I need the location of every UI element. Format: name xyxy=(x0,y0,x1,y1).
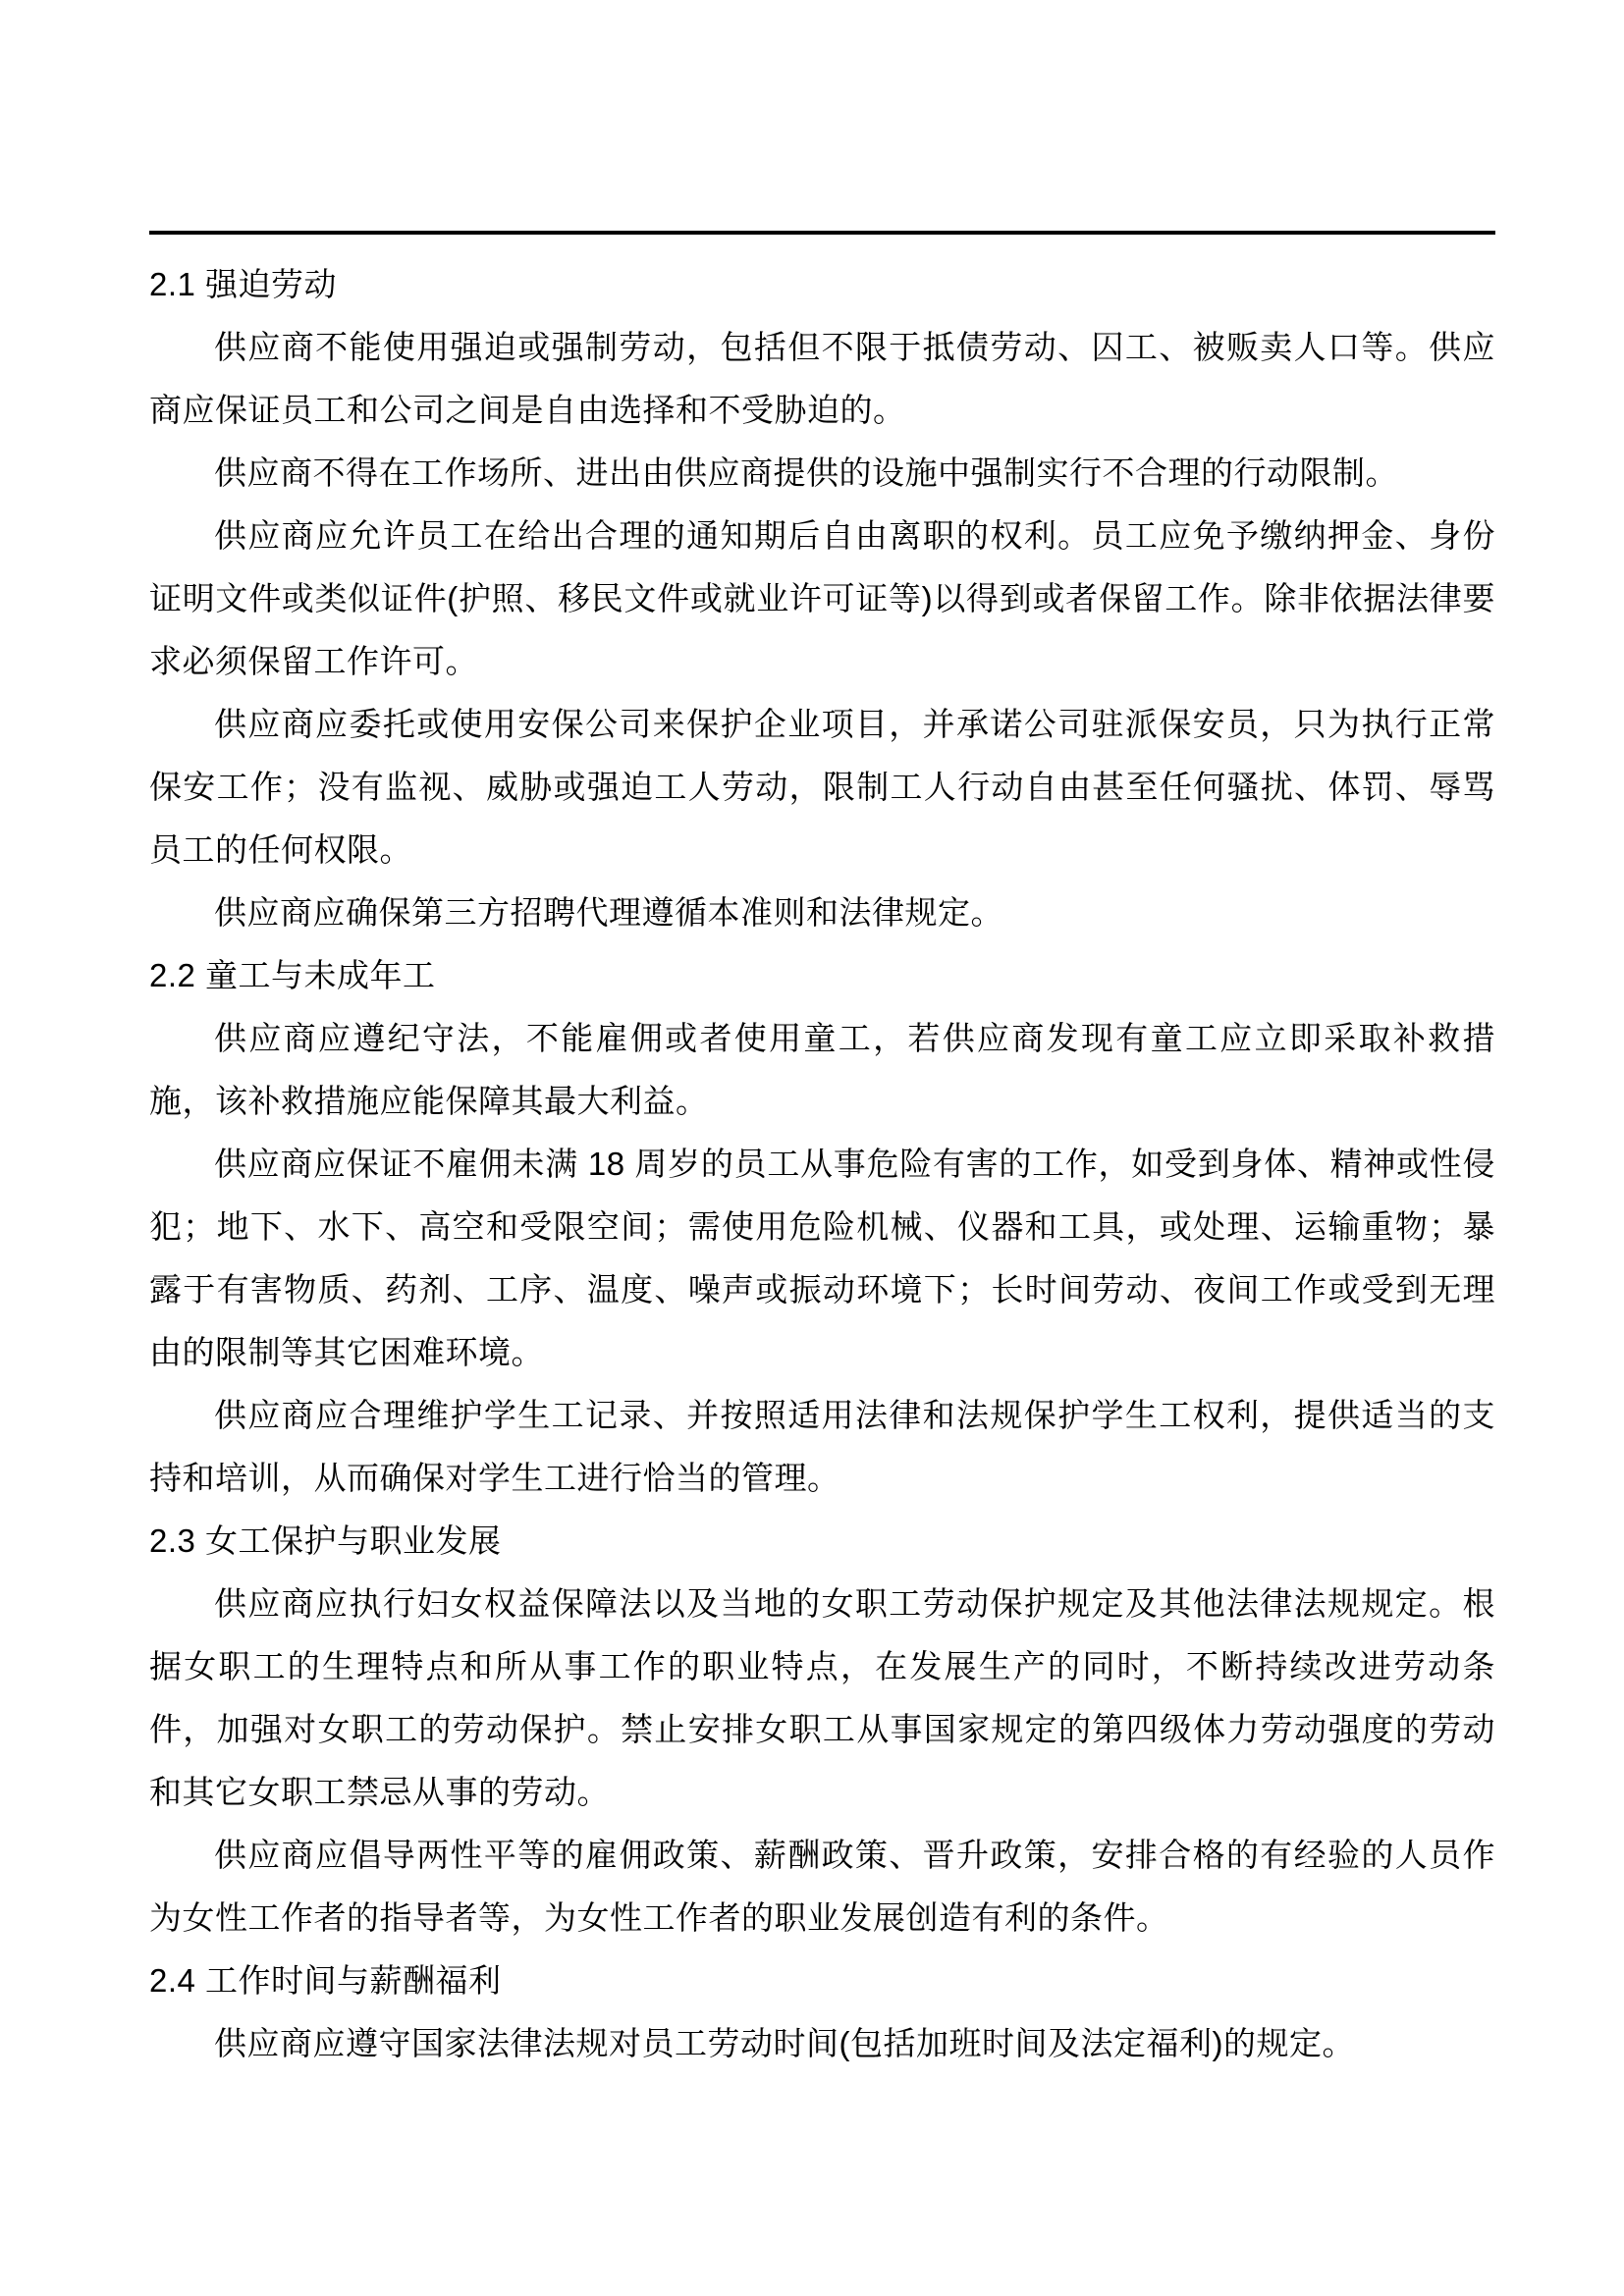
section-heading-2-1: 2.1 强迫劳动 xyxy=(149,266,338,302)
paragraph: 供应商应遵纪守法，不能雇佣或者使用童工，若供应商发现有童工应立即采取补救措施，该补救措施应能保障其最大利益。 xyxy=(149,1020,1495,1119)
paragraph: 供应商应保证不雇佣未满 18 周岁的员工从事危险有害的工作，如受到身体、精神或性侵犯；地下、水下、高空和受限空间；需使用危险机械、仪器和工具，或处理、运输重物；暴露于有害物质、药剂、工序、温度、噪声或振动环境下；长时间劳动、夜间工作或受到无理由的限制等其它困难环境。 xyxy=(149,1146,1495,1370)
paragraph: 供应商应确保第三方招聘代理遵循本准则和法律规定。 xyxy=(214,894,1003,931)
section-heading-2-4: 2.4 工作时间与薪酬福利 xyxy=(149,1962,502,1999)
paragraph: 供应商不得在工作场所、进出由供应商提供的设施中强制实行不合理的行动限制。 xyxy=(214,454,1398,491)
paragraph: 供应商应委托或使用安保公司来保护企业项目，并承诺公司驻派保安员，只为执行正常保安工作；没有监视、威胁或强迫工人劳动，限制工人行动自由甚至任何骚扰、体罚、辱骂员工的任何权限。 xyxy=(149,706,1495,868)
paragraph: 供应商应合理维护学生工记录、并按照适用法律和法规保护学生工权利，提供适当的支持和培训，从而确保对学生工进行恰当的管理。 xyxy=(149,1397,1495,1496)
paragraph: 供应商应执行妇女权益保障法以及当地的女职工劳动保护规定及其他法律法规规定。根据女职工的生理特点和所从事工作的职业特点，在发展生产的同时，不断持续改进劳动条件，加强对女职工的劳动保护。禁止安排女职工从事国家规定的第四级体力劳动强度的劳动和其它女职工禁忌从事的劳动。 xyxy=(149,1585,1495,1810)
paragraph: 供应商应倡导两性平等的雇佣政策、薪酬政策、晋升政策，安排合格的有经验的人员作为女性工作者的指导者等，为女性工作者的职业发展创造有利的条件。 xyxy=(149,1837,1495,1936)
paragraph: 供应商应允许员工在给出合理的通知期后自由离职的权利。员工应免予缴纳押金、身份证明文件或类似证件(护照、移民文件或就业许可证等)以得到或者保留工作。除非依据法律要求必须保留工作许可。 xyxy=(149,517,1495,679)
header-divider xyxy=(149,231,1495,235)
section-heading-2-2: 2.2 童工与未成年工 xyxy=(149,957,436,993)
section-heading-2-3: 2.3 女工保护与职业发展 xyxy=(149,1522,502,1559)
paragraph: 供应商不能使用强迫或强制劳动，包括但不限于抵债劳动、囚工、被贩卖人口等。供应商应保证员工和公司之间是自由选择和不受胁迫的。 xyxy=(149,329,1495,428)
paragraph: 供应商应遵守国家法律法规对员工劳动时间(包括加班时间及法定福利)的规定。 xyxy=(214,2025,1355,2061)
document-body xyxy=(149,253,1495,2075)
